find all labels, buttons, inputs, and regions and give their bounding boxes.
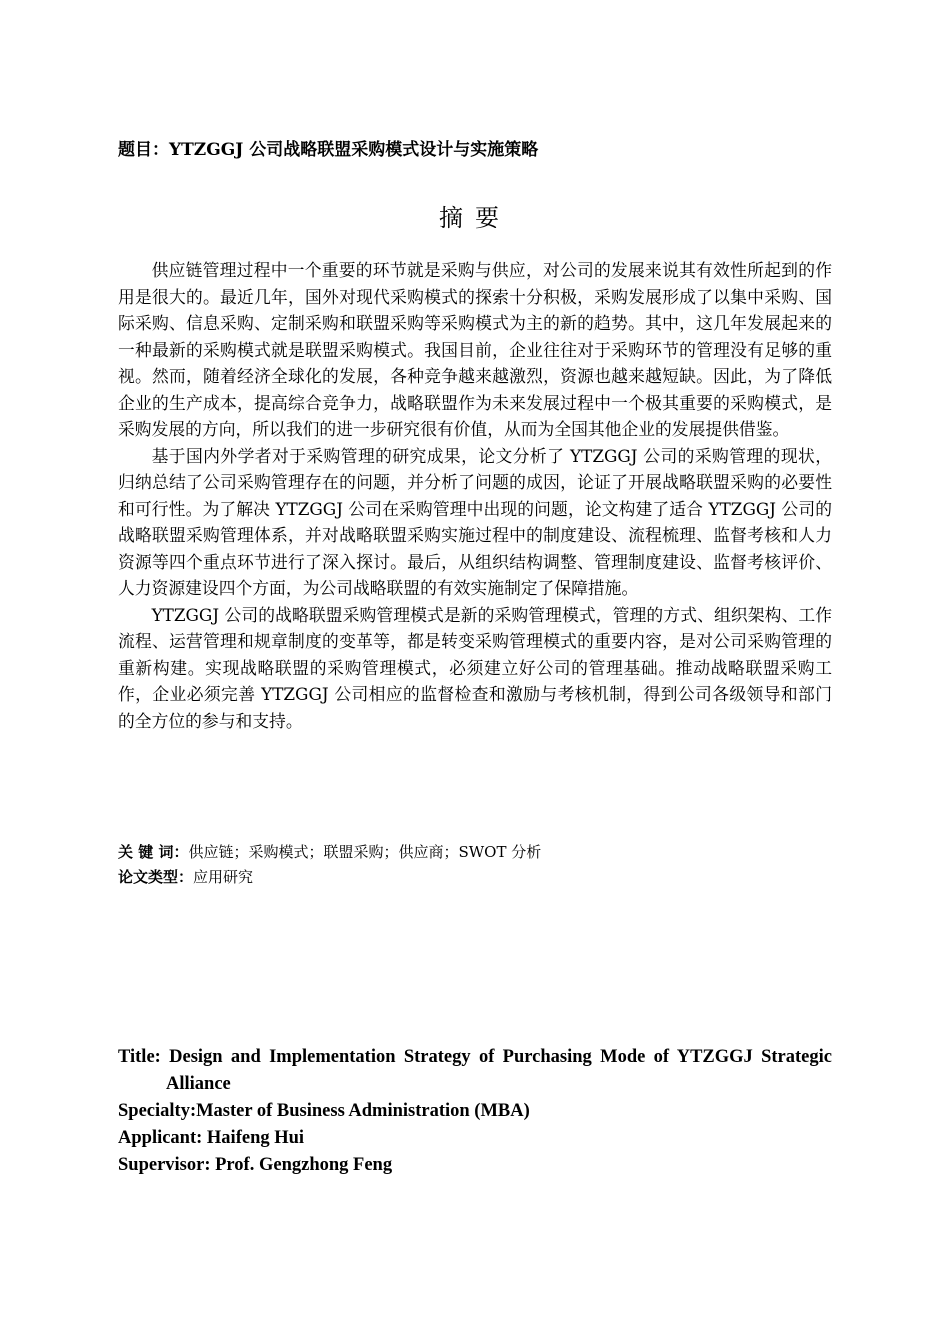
keywords-line — [118, 840, 832, 865]
chinese-title — [118, 137, 832, 163]
abstract-paragraph: 基于国内外学者对于采购管理的研究成果，论文分析了 YTZGGJ 公司的采购管理的现状，归纳总结了公司采购管理存在的问题，并分析了问题的成因，论证了开展战略联盟采购的必要性和可行性。为了解决 YTZGGJ 公司在采购管理中出现的问题，论文构建了适合 YTZGGJ 公司的战略联盟采购管理体系，并对战略联盟采购实施过程中的制度建设、流程梳理、监督考核和人力资源等四个重点环节进行了深入探讨。最后，从组织结构调整、管理制度建设、监督考核评价、人力资源建设四个方面，为公司战略联盟的有效实施制定了保障措施。 — [118, 445, 832, 598]
paper-type-label: 论文类型： — [118, 868, 194, 886]
abstract-paragraph: YTZGGJ 公司的战略联盟采购管理模式是新的采购管理模式，管理的方式、组织架构、工作流程、运营管理和规章制度的变革等，都是转变采购管理模式的重要内容，是对公司采购管理的重新构建。实现战略联盟的采购管理模式，必须建立好公司的管理基础。推动战略联盟采购工作，企业必须完善 YTZGGJ 公司相应的监督检查和激励与考核机制，得到公司各级领导和部门的全方位的参与和支持。 — [118, 604, 832, 731]
keywords-value: 供应链；采购模式；联盟采购；供应商；SWOT 分析 — [188, 843, 542, 861]
abstract-paragraph: 供应链管理过程中一个重要的环节就是采购与供应，对公司的发展来说其有效性所起到的作用是很大的。最近几年，国外对现代采购模式的探索十分积极，采购发展形成了以集中采购、国际采购、信息采购、定制采购和联盟采购等采购模式为主的新的趋势。其中，这几年发展起来的一种最新的采购模式就是联盟采购模式。我国目前，企业往往对于采购环节的管理没有足够的重视。然而，随着经济全球化的发展，各种竞争越来越激烈，资源也越来越短缺。因此，为了降低企业的生产成本，提高综合竞争力，战略联盟作为未来发展过程中一个极其重要的采购模式，是采购发展的方向，所以我们的进一步研究很有价值，从而为全国其他企业的发展提供借鉴。 — [118, 260, 832, 439]
paper-type-value: 应用研究 — [193, 868, 254, 886]
english-specialty: Specialty:Master of Business Administration (MBA) — [118, 1101, 530, 1121]
abstract-heading: 摘要 — [439, 204, 511, 232]
paper-type-line — [118, 865, 832, 890]
abstract-body — [118, 257, 832, 734]
english-info-block — [118, 1044, 832, 1179]
english-title: Title: Design and Implementation Strategy of Purchasing Mode of YTZGGJ Strategic Alliance — [118, 1047, 832, 1094]
chinese-title-label: 题目： — [118, 140, 169, 160]
english-supervisor: Supervisor: Prof. Gengzhong Feng — [118, 1155, 393, 1175]
keywords-block — [118, 840, 832, 890]
keywords-label: 关 键 词： — [118, 843, 189, 861]
english-applicant: Applicant: Haifeng Hui — [118, 1128, 305, 1148]
chinese-title-text: YTZGGJ 公司战略联盟采购模式设计与实施策略 — [169, 140, 539, 160]
